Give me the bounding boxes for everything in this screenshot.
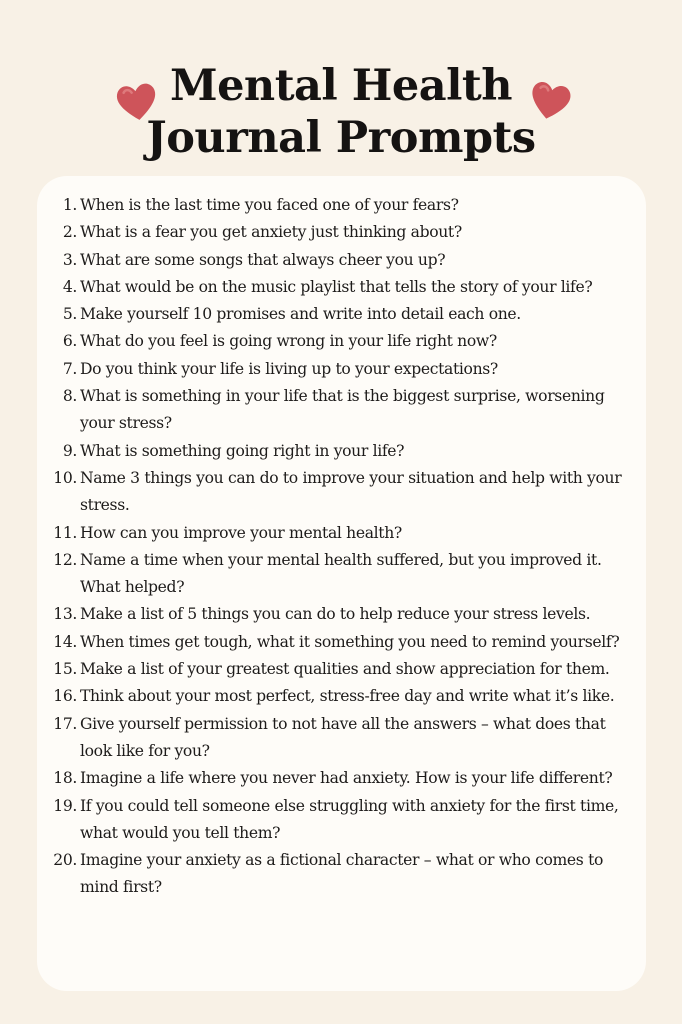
- list-item: [37, 520, 646, 547]
- prompt-text: Name a time when your mental health suffered, but you improved it. What helped?: [80, 550, 602, 597]
- list-item: [37, 629, 646, 656]
- prompt-text: When is the last time you faced one of your fears?: [80, 196, 459, 214]
- list-item: [37, 656, 646, 683]
- prompt-number: 2.: [62, 223, 77, 242]
- prompt-number: 5.: [62, 305, 77, 324]
- prompt-text: Make yourself 10 promises and write into detail each one.: [80, 305, 521, 324]
- prompt-text: Make a list of your greatest qualities and show appreciation for them.: [80, 660, 610, 679]
- title-line-2: Journal Prompts: [146, 113, 536, 163]
- prompt-text: Make a list of 5 things you can do to help reduce your stress levels.: [80, 605, 591, 624]
- prompt-text: What is something going right in your life?: [80, 441, 405, 460]
- prompt-list: [37, 192, 646, 902]
- prompt-text: Think about your most perfect, stress-free day and write what it’s like.: [80, 687, 615, 706]
- list-item: [37, 438, 646, 465]
- prompt-number: 9.: [62, 441, 77, 460]
- prompt-number: 11.: [53, 523, 77, 542]
- list-item: [37, 847, 646, 902]
- prompt-text: What are some songs that always cheer you up?: [80, 250, 446, 269]
- list-item: [37, 683, 646, 710]
- list-item: [37, 765, 646, 792]
- list-item: [37, 601, 646, 628]
- title-line-1: Mental Health: [169, 61, 513, 111]
- list-item: [37, 301, 646, 328]
- prompt-text: What do you feel is going wrong in your life right now?: [80, 332, 497, 351]
- prompt-text: Give yourself permission to not have all the answers – what does that look like for you?: [80, 714, 606, 760]
- prompt-number: 3.: [62, 250, 77, 269]
- list-item: [37, 219, 646, 246]
- list-item: [37, 793, 646, 848]
- list-item: [37, 247, 646, 274]
- list-item: [37, 711, 646, 766]
- prompt-number: 1.: [62, 196, 77, 214]
- prompt-number: 10.: [53, 468, 77, 487]
- prompt-text: Name 3 things you can do to improve your situation and help with your stress.: [80, 468, 622, 515]
- list-item: [37, 274, 646, 301]
- list-item: [37, 465, 646, 520]
- prompt-text: When times get tough, what it something you need to remind yourself?: [80, 632, 620, 651]
- prompt-number: 18.: [53, 769, 77, 788]
- prompt-text: Imagine your anxiety as a fictional character – what or who comes to mind first?: [80, 851, 604, 897]
- prompt-number: 19.: [53, 796, 77, 815]
- prompt-number: 6.: [62, 332, 77, 351]
- prompt-text: How can you improve your mental health?: [80, 523, 402, 542]
- prompt-number: 7.: [62, 359, 77, 378]
- prompt-number: 12.: [53, 550, 77, 569]
- prompt-number: 14.: [53, 632, 77, 651]
- prompt-number: 15.: [53, 660, 77, 679]
- prompt-text: Do you think your life is living up to your expectations?: [80, 359, 498, 378]
- prompt-number: 20.: [53, 851, 77, 870]
- prompt-number: 8.: [62, 387, 77, 406]
- list-item: [37, 547, 646, 602]
- list-item: [37, 383, 646, 438]
- prompt-card: [37, 176, 646, 991]
- prompt-number: 17.: [53, 714, 77, 733]
- list-item: [37, 356, 646, 383]
- prompt-number: 4.: [62, 277, 77, 296]
- prompt-text: Imagine a life where you never had anxiety. How is your life different?: [80, 769, 613, 788]
- prompt-number: 13.: [53, 605, 77, 624]
- prompt-text: If you could tell someone else struggling with anxiety for the first time, what would you tell them?: [80, 796, 619, 842]
- prompt-number: 16.: [53, 687, 77, 706]
- list-item: [37, 192, 646, 219]
- list-item: [37, 328, 646, 355]
- prompt-text: What is something in your life that is the biggest surprise, worsening your stress?: [80, 387, 605, 433]
- prompt-text: What is a fear you get anxiety just thinking about?: [80, 223, 462, 242]
- prompt-text: What would be on the music playlist that tells the story of your life?: [80, 277, 593, 296]
- page-title: [0, 60, 682, 164]
